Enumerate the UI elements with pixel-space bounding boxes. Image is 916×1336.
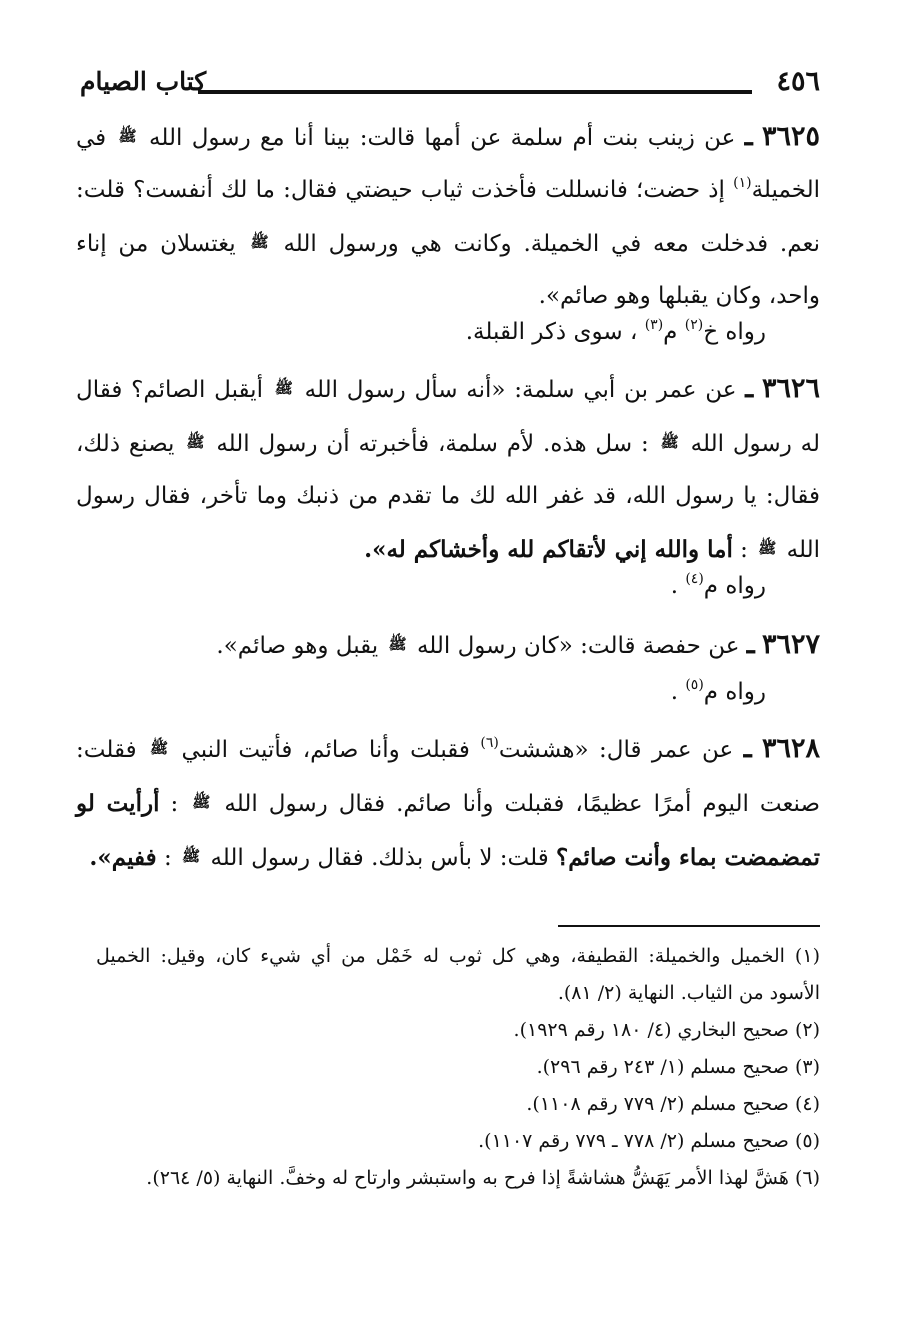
- hadith-number: ٣٦٢٥: [762, 121, 821, 152]
- hadith-dash: ـ: [746, 629, 755, 660]
- hadith-text: :: [170, 791, 179, 817]
- salutation-mark: ﷺ: [660, 433, 679, 451]
- hadith-3627: [76, 618, 820, 672]
- footnote-reference[interactable]: (٥): [685, 677, 704, 693]
- footnotes: [96, 938, 820, 1197]
- salutation-mark: ﷺ: [250, 233, 269, 251]
- hadith-text: إذ حضت؛ فانسللت فأخذت ثياب حيضتي فقال: ما لك أنفست؟ قلت: نعم. فدخلت معه في الخميلة. وكانت هي ورسول الله: [76, 177, 821, 257]
- hadith-text: عن عمر قال: «هششت: [498, 737, 734, 763]
- hadith-dash: ـ: [744, 121, 753, 152]
- hadith-text: يصنع ذلك، فقال: يا رسول الله، قد غفر الله لك ما تقدم من ذنبك وما تأخر، فقال رسول الله: [76, 431, 820, 563]
- footnote-reference[interactable]: (٦): [480, 735, 499, 751]
- source-text: رواه م: [703, 679, 766, 705]
- hadith-dash: ـ: [745, 373, 754, 404]
- hadith-text: فقبلت وأنا صائم، فأتيت النبي: [181, 737, 470, 763]
- footnote-5: (٥) صحيح مسلم (٢/ ٧٧٨ ـ ٧٧٩ رقم ١١٠٧).: [478, 1130, 820, 1152]
- salutation-mark: ﷺ: [186, 433, 205, 451]
- salutation-mark: ﷺ: [118, 127, 137, 145]
- salutation-mark: ﷺ: [192, 793, 211, 811]
- hadith-text: فقلت: صنعت اليوم أمرًا عظيمًا، فقبلت وأنا صائم. فقال رسول الله: [76, 737, 821, 817]
- hadith-3625: [76, 110, 820, 322]
- footnote-2: (٢) صحيح البخاري (٤/ ١٨٠ رقم ١٩٢٩).: [513, 1019, 820, 1041]
- hadith-source: [671, 672, 766, 712]
- footnote-reference[interactable]: (٤): [685, 571, 704, 587]
- footnote-6: (٦) هَشَّ لهذا الأمر يَهَشُّ هشاشةً إذا فرح به واستبشر وارتاح له وخفَّ. النهاية (٥/ ٢٦٤).: [146, 1167, 820, 1189]
- hadith-3626: [76, 362, 820, 576]
- hadith-bold-text: ففيم».: [89, 844, 157, 871]
- hadith-text: :: [740, 537, 748, 563]
- footnote-reference[interactable]: (٢): [684, 317, 704, 333]
- source-text: ، سوى ذكر القبلة.: [465, 319, 638, 345]
- hadith-text: عن عمر بن أبي سلمة: «أنه سأل رسول الله: [304, 377, 737, 403]
- source-text: رواه م: [703, 573, 766, 599]
- hadith-dash: ـ: [743, 733, 752, 764]
- footnote-3: (٣) صحيح مسلم (١/ ٢٤٣ رقم ٢٩٦).: [536, 1056, 820, 1078]
- hadith-number: ٣٦٢٨: [762, 733, 821, 764]
- salutation-mark: ﷺ: [388, 635, 407, 653]
- salutation-mark: ﷺ: [150, 739, 169, 757]
- hadith-number: ٣٦٢٧: [761, 629, 820, 660]
- hadith-source: [466, 312, 766, 352]
- source-text: .: [670, 573, 678, 599]
- hadith-text: عن زينب بنت أم سلمة عن أمها قالت: بينا أنا مع رسول الله: [149, 125, 736, 151]
- footnote-reference[interactable]: (١): [733, 175, 752, 191]
- footnote-1: (١) الخميل والخميلة: القطيفة، وهي كل ثوب له خَمْل من أي شيء كان، وقيل: الخميل الأسود من الثياب. النهاية (٢/ ٨١).: [96, 945, 820, 1004]
- header-rule: [198, 90, 752, 94]
- hadith-bold-text: أما والله إني لأتقاكم لله وأخشاكم له».: [364, 536, 733, 563]
- hadith-3628: [76, 722, 820, 884]
- source-text: م: [663, 319, 678, 345]
- hadith-text: :: [163, 845, 172, 871]
- salutation-mark: ﷺ: [182, 847, 201, 865]
- hadith-text: عن حفصة قالت: «كان رسول الله: [416, 633, 740, 659]
- hadith-text: يقبل وهو صائم».: [216, 633, 379, 659]
- footnote-separator: [558, 925, 820, 927]
- source-text: رواه خ: [703, 319, 766, 345]
- salutation-mark: ﷺ: [758, 539, 777, 557]
- page-number: ٤٥٦: [776, 66, 820, 97]
- hadith-number: ٣٦٢٦: [761, 373, 820, 404]
- hadith-text: يغتسلان من إناء واحد، وكان يقبلها وهو صائم».: [76, 231, 820, 309]
- book-title: كتاب الصيام: [80, 67, 207, 96]
- footnote-reference[interactable]: (٣): [644, 317, 664, 333]
- hadith-source: [671, 566, 766, 606]
- hadith-text: قلت: لا بأس بذلك. فقال رسول الله: [210, 845, 549, 871]
- hadith-text: : سل هذه. لأم سلمة، فأخبرته أن رسول الله: [216, 431, 649, 457]
- source-text: .: [670, 679, 678, 705]
- hadith-text: أيقبل الصائم؟ فقال له رسول الله: [76, 377, 821, 457]
- page-header: [80, 64, 820, 104]
- hadith-bold-text: أرأيت لو تمضمضت بماء وأنت صائم؟: [76, 790, 820, 871]
- salutation-mark: ﷺ: [274, 379, 293, 397]
- hadith-text: في الخميلة: [76, 125, 820, 203]
- footnote-4: (٤) صحيح مسلم (٢/ ٧٧٩ رقم ١١٠٨).: [526, 1093, 820, 1115]
